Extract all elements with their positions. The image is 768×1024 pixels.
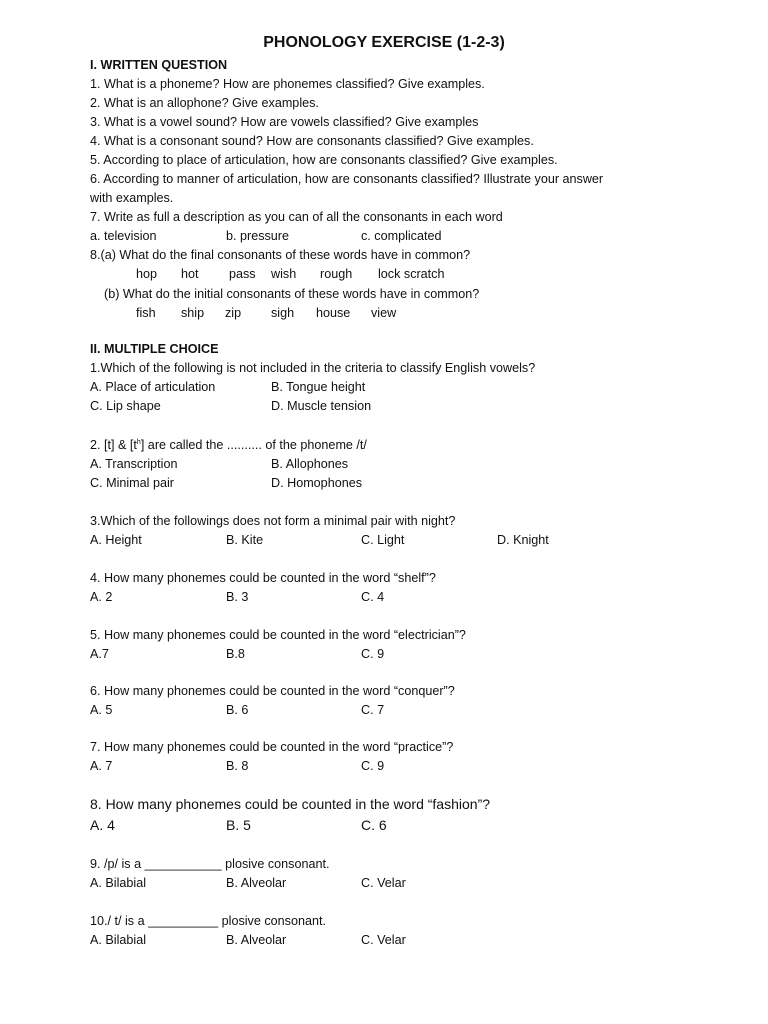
mc-option: C. 6 <box>361 817 387 833</box>
mc-option: A. Height <box>90 533 142 547</box>
mc-question-stem: 8. How many phonemes could be counted in the word “fashion”? <box>90 796 491 812</box>
mc-question-stem: 10./ t/ is a __________ plosive consonant. <box>90 914 326 928</box>
written-question-line: 6. According to manner of articulation, how are consonants classified? Illustrate your answer <box>90 172 604 186</box>
mc-option: A. 4 <box>90 817 115 833</box>
aspiration-superscript: h <box>136 438 141 446</box>
written-question-line: 5. According to place of articulation, how are consonants classified? Give examples. <box>90 153 558 167</box>
q8b-word: sigh <box>271 306 295 320</box>
mc-question-stem: 7. How many phonemes could be counted in the word “practice”? <box>90 740 454 754</box>
mc-option: A. Transcription <box>90 457 178 471</box>
mc-option: C. 7 <box>361 703 385 717</box>
mc-option: A. 7 <box>90 759 113 773</box>
mc-question-stem: 5. How many phonemes could be counted in the word “electrician”? <box>90 628 466 642</box>
q8a-word: wish <box>271 267 297 281</box>
mc-option: D. Muscle tension <box>271 399 372 413</box>
mc-option: A. 5 <box>90 703 113 717</box>
mc-option: C. Velar <box>361 876 406 890</box>
written-question-line: 3. What is a vowel sound? How are vowels classified? Give examples <box>90 115 479 129</box>
mc-option: C. 4 <box>361 590 385 604</box>
mc-option: B. Alveolar <box>226 933 287 947</box>
mc-option: D. Knight <box>497 533 549 547</box>
written-question-line: 2. What is an allophone? Give examples. <box>90 96 319 110</box>
section-heading-written: I. WRITTEN QUESTION <box>90 58 228 72</box>
written-question-line: 7. Write as full a description as you can of all the consonants in each word <box>90 210 503 224</box>
mc-option: B. Allophones <box>271 457 349 471</box>
mc-question-stem: 9. /p/ is a ___________ plosive consonant. <box>90 857 330 871</box>
mc-option: B. Alveolar <box>226 876 287 890</box>
mc-question-stem: 4. How many phonemes could be counted in the word “shelf”? <box>90 571 436 585</box>
q8b-word: house <box>316 306 351 320</box>
mc-option: D. Homophones <box>271 476 363 490</box>
mc-option: A. Bilabial <box>90 876 147 890</box>
mc-option: B. 5 <box>226 817 251 833</box>
page-title: PHONOLOGY EXERCISE (1-2-3) <box>263 34 505 51</box>
mc-question-stem: 6. How many phonemes could be counted in the word “conquer”? <box>90 684 455 698</box>
mc-question-stem <box>90 437 367 453</box>
mc-question-stem: 3.Which of the followings does not form a minimal pair with night? <box>90 514 456 528</box>
mc-option: A.7 <box>90 647 109 661</box>
mc-option: B. 8 <box>226 759 249 773</box>
mc-option: B.8 <box>226 647 245 661</box>
section-heading-multiple-choice: II. MULTIPLE CHOICE <box>90 342 219 356</box>
mc-option: C. Light <box>361 533 405 547</box>
q8a-word: hot <box>181 267 199 281</box>
written-question-line: 1. What is a phoneme? How are phonemes classified? Give examples. <box>90 77 485 91</box>
mc-option: B. 3 <box>226 590 249 604</box>
mc-option: A. 2 <box>90 590 113 604</box>
mc-question-stem: 1.Which of the following is not included in the criteria to classify English vowels? <box>90 361 536 375</box>
q8b-word: zip <box>225 306 242 320</box>
mc-option: B. Tongue height <box>271 380 366 394</box>
mc-option: C. Velar <box>361 933 406 947</box>
mc-option: A. Place of articulation <box>90 380 216 394</box>
mc-option: B. 6 <box>226 703 249 717</box>
q2-stem-part: ] are called the .......... of the phoneme /t/ <box>140 438 367 452</box>
mc-option: C. 9 <box>361 759 385 773</box>
written-question-line: 4. What is a consonant sound? How are consonants classified? Give examples. <box>90 134 534 148</box>
mc-option: C. Lip shape <box>90 399 161 413</box>
mc-option: B. Kite <box>226 533 264 547</box>
q8b-word: fish <box>136 306 156 320</box>
q8b-word: view <box>371 306 397 320</box>
mc-option: C. Minimal pair <box>90 476 174 490</box>
mc-option: C. 9 <box>361 647 385 661</box>
mc-option: A. Bilabial <box>90 933 147 947</box>
written-question-line: with examples. <box>90 191 174 205</box>
q7-option: a. television <box>90 229 157 243</box>
q8a-stem: 8.(a) What do the final consonants of these words have in common? <box>90 248 471 262</box>
q2-stem-part: 2. [t] & [t <box>90 438 137 452</box>
q8a-word: hop <box>136 267 158 281</box>
q8a-word: pass <box>229 267 256 281</box>
q7-option: c. complicated <box>361 229 442 243</box>
q8b-word: ship <box>181 306 205 320</box>
q8a-word: rough <box>320 267 353 281</box>
q8a-word: lock scratch <box>378 267 445 281</box>
q7-option: b. pressure <box>226 229 289 243</box>
q8b-stem: (b) What do the initial consonants of these words have in common? <box>104 287 480 301</box>
